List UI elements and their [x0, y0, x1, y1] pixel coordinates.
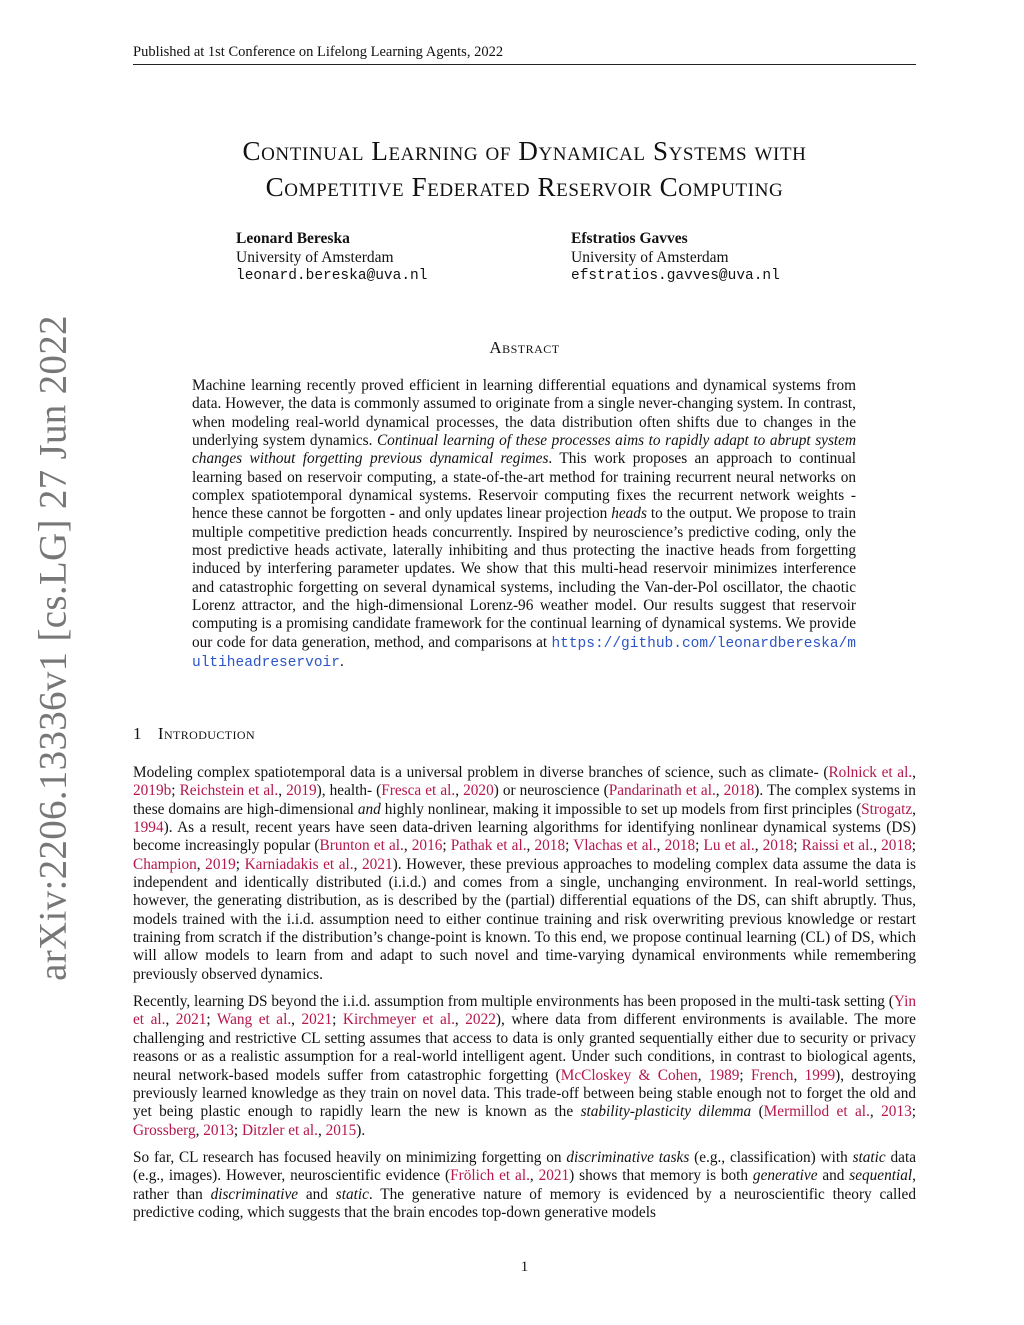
text: So far, CL research has focused heavily on minimizing forgetting on	[133, 1148, 567, 1166]
section-heading-introduction	[133, 724, 255, 744]
text: and	[298, 1185, 336, 1203]
citation-link[interactable]: Fresca et al.	[381, 782, 456, 800]
text: ,	[793, 1066, 805, 1084]
text: ) shows that memory is both	[569, 1167, 753, 1185]
abstract-part: .	[339, 653, 344, 671]
citation-link[interactable]: Yin et al.	[133, 993, 916, 1029]
emphasis: static	[335, 1185, 369, 1203]
citation-link[interactable]: Frölich et al.	[450, 1167, 530, 1185]
emphasis: sequential	[849, 1167, 913, 1185]
author-email[interactable]: efstratios.gavves@uva.nl	[571, 268, 780, 284]
text: ,	[291, 1011, 302, 1029]
paragraph	[133, 993, 916, 1140]
paper-title	[133, 133, 916, 205]
citation-link[interactable]: Wang et al.	[216, 1011, 292, 1029]
text: ,	[403, 837, 412, 855]
citation-link[interactable]: 2018	[881, 837, 912, 855]
running-header: Published at 1st Conference on Lifelong Learning Agents, 2022	[133, 44, 916, 65]
citation-link[interactable]: McCloskey & Cohen	[560, 1066, 698, 1084]
text: ,	[196, 855, 206, 873]
citation-link[interactable]: Kirchmeyer et al.	[342, 1011, 455, 1029]
text: (	[751, 1103, 764, 1121]
citation-link[interactable]: 2021	[175, 1011, 207, 1029]
author-block-2	[571, 229, 780, 286]
code-repository-link[interactable]: https://github.com/leonardbereska/multiheadreservoir	[192, 635, 856, 672]
citation-link[interactable]: 2018	[664, 837, 696, 855]
text: ;	[793, 837, 802, 855]
text: ,	[454, 1011, 466, 1029]
text: ;	[233, 1121, 242, 1139]
text: ,	[912, 764, 916, 781]
title-line-1: Continual Learning of Dynamical Systems with	[242, 136, 807, 166]
citation-link[interactable]: 1994	[133, 819, 164, 837]
citation-link[interactable]: 2021	[362, 855, 393, 873]
text: ).	[356, 1121, 366, 1139]
text: ;	[235, 855, 245, 873]
text: ,	[529, 1167, 539, 1185]
text: ,	[195, 1121, 204, 1139]
citation-link[interactable]: 2018	[762, 837, 794, 855]
section-title: Introduction	[157, 724, 256, 743]
citation-link[interactable]: Strogatz	[861, 800, 913, 818]
text: ;	[171, 782, 180, 800]
citation-link[interactable]: Pathak et al.	[450, 837, 527, 855]
introduction-body	[133, 764, 916, 1231]
text: Modeling complex spatiotemporal data is a universal problem in diverse branches of science, such as climate- (	[133, 764, 829, 781]
text: ;	[739, 1066, 751, 1084]
text: ,	[656, 837, 665, 855]
citation-link[interactable]: Rolnick et al.	[828, 764, 913, 781]
title-line-2: Competitive Federated Reservoir Computing	[265, 172, 784, 202]
abstract-heading: Abstract	[489, 338, 560, 357]
citation-link[interactable]: Ditzler et al.	[241, 1121, 318, 1139]
text: ,	[869, 1103, 882, 1121]
citation-link[interactable]: Champion	[133, 855, 197, 873]
emphasis: discriminative	[210, 1185, 299, 1203]
abstract-part: Machine learning recently proved efficient in learning differential equations and dynamical systems from data. However, the data is commonly assumed to originate from a single never-changing system. In contrast, when modeling real-world dynamical processes, the data distribution often shifts due to changes in the underlying system dynamics.	[192, 377, 856, 450]
text: ,	[912, 800, 916, 818]
citation-link[interactable]: Vlachas et al.	[573, 837, 657, 855]
text: ;	[911, 1103, 916, 1121]
citation-link[interactable]: 2019	[205, 855, 236, 873]
page-number: 1	[520, 1259, 529, 1275]
citation-link[interactable]: 2013	[203, 1121, 234, 1139]
abstract-text	[192, 377, 856, 673]
text: ,	[455, 782, 464, 800]
abstract-emphasis: Continual learning of these processes aims to rapidly adapt to abrupt system changes without forgetting previous dynamical regimes	[192, 432, 856, 468]
citation-link[interactable]: 2018	[534, 837, 566, 855]
emphasis: discriminative tasks	[566, 1148, 690, 1166]
emphasis: and	[357, 800, 381, 818]
citation-link[interactable]: 2020	[463, 782, 494, 800]
text: Recently, learning DS beyond the i.i.d. assumption from multiple environments has been proposed in the multi-task setting (	[133, 993, 894, 1011]
citation-link[interactable]: 2019	[286, 782, 317, 800]
citation-link[interactable]: 1999	[804, 1066, 836, 1084]
text: , rather than	[133, 1167, 916, 1203]
text: ,	[278, 782, 287, 800]
citation-link[interactable]: French	[750, 1066, 794, 1084]
citation-link[interactable]: 2016	[411, 837, 443, 855]
text: ;	[911, 837, 916, 855]
arxiv-side-stamp: arXiv:2206.13336v1 [cs.LG] 27 Jun 2022	[31, 315, 75, 981]
text: ). However, these previous approaches to modeling complex data assume the data is independent and identically distributed (i.i.d.) and comes from a single, unchanging environment. In real-world settings, however, the generating distribution, as is described by the (partial) differential equations of the DS, can shift abruptly. Thus, models trained with the i.i.d. assumption need to either continue training and risk overwriting previous knowledge or restart training from scratch if the distribution’s change-point is known. To this end, we propose continual learning (CL) of DS, which will allow models to learn from and adapt to such novel and time-varying dynamical environments while remembering previously observed dynamics.	[133, 855, 917, 983]
abstract-emphasis: heads	[611, 505, 647, 523]
text: ,	[697, 1066, 709, 1084]
citation-link[interactable]: 2015	[325, 1121, 357, 1139]
author-affiliation: University of Amsterdam	[236, 249, 394, 266]
author-email[interactable]: leonard.bereska@uva.nl	[236, 268, 428, 284]
text: ), where data from different environments is available. The more challenging and restrictive CL setting assumes that access to data is only granted sequentially either due to security or privacy reasons or as a realistic assumption for a real-world intelligent agent. Under such conditions, in contrast to biological agents, neural network-based models suffer from catastrophic forgetting (	[133, 1011, 916, 1084]
author-affiliation: University of Amsterdam	[571, 249, 729, 266]
section-number: 1	[133, 724, 142, 743]
text: data (e.g., images). However, neuroscientific evidence (	[133, 1148, 917, 1185]
citation-link[interactable]: 2018	[723, 782, 755, 800]
text: ,	[526, 837, 535, 855]
citation-link[interactable]: Pandarinath et al.	[608, 782, 716, 800]
emphasis: generative	[752, 1167, 818, 1185]
emphasis: static	[852, 1148, 886, 1166]
text: ), health- (	[316, 782, 382, 800]
citation-link[interactable]: 2013	[881, 1103, 912, 1121]
text: highly nonlinear, making it impossible to set up models from first principles (	[380, 800, 862, 818]
citation-link[interactable]: Karniadakis et al.	[244, 855, 354, 873]
citation-link[interactable]: 2019b	[133, 782, 172, 800]
author-name: Efstratios Gavves	[571, 230, 688, 247]
citation-link[interactable]: Reichstein et al.	[179, 782, 279, 800]
paragraph	[133, 1149, 916, 1222]
text: ,	[873, 837, 882, 855]
text: ;	[206, 1011, 217, 1029]
text: ;	[332, 1011, 343, 1029]
citation-link[interactable]: 2022	[465, 1011, 496, 1029]
text: ,	[715, 782, 724, 800]
text: (e.g., classification) with	[689, 1148, 853, 1166]
citation-link[interactable]: Grossberg	[133, 1121, 196, 1139]
citation-link[interactable]: Mermillod et al.	[763, 1103, 870, 1121]
text: . The generative nature of memory is evidenced by a neuroscientific theory called predictive coding, which suggests that the brain encodes top-down generative models	[133, 1185, 916, 1221]
text: ,	[317, 1121, 326, 1139]
text: ), destroying previously learned knowledge as they train on novel data. This trade-off between being stable enough not to forget the old and yet being plastic enough to rapidly learn the new is known as the	[133, 1066, 916, 1121]
citation-link[interactable]: Raissi et al.	[801, 837, 874, 855]
abstract-part: to the output. We propose to train multiple competitive prediction heads concurrently. Inspired by neuroscience’s predictive coding, only the most predictive heads activate, laterally inhibiting and thus protecting the inactive heads from forgetting induced by interfering parameter updates. We show that this multi-head reservoir minimizes interference and catastrophic forgetting on several dynamical systems, including the Van-der-Pol oscillator, the chaotic Lorenz attractor, and the high-dimensional Lorenz-96 weather model. Our results suggest that reservoir computing is a promising candidate framework for the continual learning of dynamical systems. We provide our code for data generation, method, and comparisons at	[192, 505, 856, 651]
text: ;	[565, 837, 574, 855]
text: ) or neuroscience (	[493, 782, 609, 800]
text: ,	[165, 1011, 176, 1029]
text: and	[817, 1167, 850, 1185]
author-name: Leonard Bereska	[236, 230, 350, 247]
citation-link[interactable]: Lu et al.	[703, 837, 755, 855]
paragraph	[133, 764, 916, 984]
text: ;	[442, 837, 451, 855]
text: ). As a result, recent years have seen data-driven learning algorithms for identifying nonlinear dynamical systems (DS) become increasingly popular (	[133, 819, 916, 855]
text: ,	[353, 855, 363, 873]
emphasis: stability-plasticity dilemma	[580, 1103, 752, 1121]
text: ;	[695, 837, 704, 855]
citation-link[interactable]: 1989	[708, 1066, 740, 1084]
author-block-1	[236, 229, 427, 286]
citation-link[interactable]: 2021	[301, 1011, 333, 1029]
abstract-part: . This work proposes an approach to continual learning based on reservoir computing, a state-of-the-art method for training recurrent neural networks on complex spatiotemporal dynamical systems. Reservoir computing fixes the recurrent network weights - hence these cannot be forgotten - and only updates linear projection	[192, 450, 856, 523]
text: ,	[754, 837, 763, 855]
text: ). The complex systems in these domains are high-dimensional	[133, 782, 916, 818]
citation-link[interactable]: 2021	[538, 1167, 570, 1185]
citation-link[interactable]: Brunton et al.	[319, 837, 404, 855]
